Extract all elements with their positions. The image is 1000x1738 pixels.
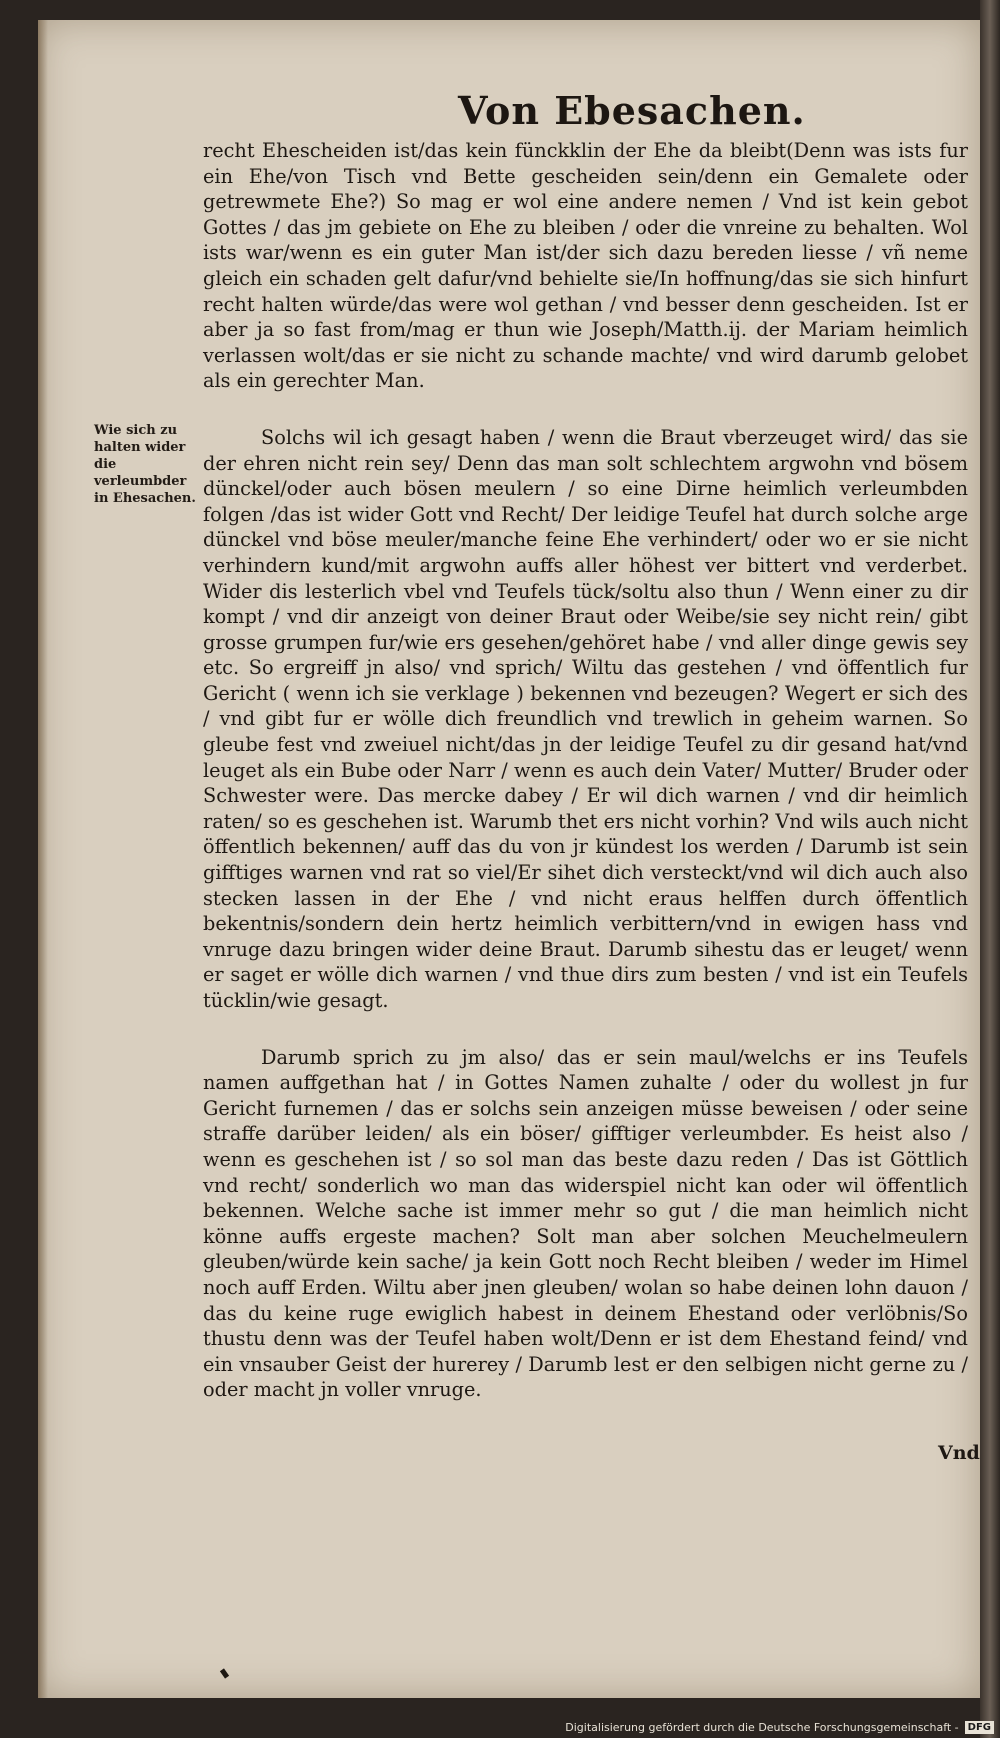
paragraph-1: recht Ehescheiden ist/das kein fünckklin der Ehe da bleibt(Denn was ists fur ein Ehe/von Tisch vnd Bette gescheiden sein/denn ein Gemalete oder getrewmete Ehe?) So mag er wol eine andere nemen / Vnd ist kein gebot Gottes / das jm gebiete on Ehe zu bleiben / oder die vnreine zu behalten. Wol ists war/wenn es ein guter Man ist/der sich dazu bereden liesse / vñ neme gleich ein schaden gelt dafur/vnd behielte sie/In hoffnung/das sie sich hinfurt recht halten würde/das were wol gethan / vnd besser denn gescheiden. Ist er aber ja so fast from/mag er thun wie Joseph/Matth.ij. der Mariam heimlich verlassen wolt/das er sie nicht zu schande machte/ vnd wird darumb gelobet als ein gerechter Man. — [203, 139, 968, 393]
book-page — [38, 20, 980, 1698]
body-text — [203, 138, 968, 1403]
marginal-note: Wie sich zu halten wider die verleumbder in Ehesachen. — [94, 423, 196, 506]
paragraph-2: Solchs wil ich gesagt haben / wenn die Braut vberzeuget wird/ das sie der ehren nicht rein sey/ Denn das man solt schlechtem argwohn vnd bösem dünckel/oder auch bösen meulern / so eine Dirne heimlich verleumbden folgen /das ist wider Gott vnd Recht/ Der leidige Teufel hat durch solche arge dünckel vnd böse meuler/manche feine Ehe verhindert/ oder wo er sie nicht verhindern kund/mit argwohn auffs aller höhest ver bittert vnd verderbet. Wider dis lesterlich vbel vnd Teufels tück/soltu also thun / Wenn einer zu dir kompt / vnd dir anzeigt von deiner Braut oder Weibe/sie sey nicht rein/ gibt grosse grumpen fur/wie ers gesehen/gehöret habe / vnd aller dinge gewis sey etc. So ergreiff jn also/ vnd sprich/ Wiltu das gestehen / vnd öffentlich fur Gericht ( wenn ich sie verklage ) bekennen vnd bezeugen? Wegert er sich des / vnd gibt fur er wölle dich freundlich vnd trewlich in geheim warnen. So gleube fest vnd zweiuel nicht/das jn der leidige Teufel zu dir gesand hat/vnd leuget als ein Bube oder Narr / wenn es auch dein Vater/ Mutter/ Bruder oder Schwester were. Das mercke dabey / Er wil dich warnen / vnd dir heimlich raten/ so es geschehen ist. Warumb thet ers nicht vorhin? Vnd wils auch nicht öffentlich bekennen/ auff das du von jr kündest los werden / Darumb ist sein gifftiges warnen vnd rat so viel/Er sihet dich versteckt/vnd wil dich auch also stecken lassen in der Ehe / vnd nicht eraus helffen durch öffentlich bekentnis/sondern dein hertz heimlich verbittern/vnd in ewigen hass vnd vnruge dazu bringen wider deine Braut. Darumb sihestu das er leuget/ wenn er saget er wölle dich warnen / vnd thue dirs zum besten / vnd ist ein Teufels tücklin/wie gesagt. — [203, 425, 968, 1012]
catchword: Vnd — [938, 1442, 980, 1464]
digitization-footer — [565, 1721, 994, 1734]
dfg-logo-icon: DFG — [965, 1721, 994, 1734]
book-spine — [980, 0, 1000, 1738]
ink-speck — [220, 1668, 229, 1678]
running-head: Von Ebesachen. — [458, 88, 806, 133]
footer-text: Digitalisierung gefördert durch die Deutsche Forschungsgemeinschaft - — [565, 1721, 959, 1734]
page-edge-shadow — [38, 20, 48, 1698]
paragraph-3: Darumb sprich zu jm also/ das er sein maul/welchs er ins Teufels namen auffgethan hat / in Gottes Namen zuhalte / oder du wollest jn fur Gericht furnemen / das er solchs sein anzeigen müsse beweisen / oder seine straffe darüber leiden/ als ein böser/ gifftiger verleumbder. Es heist also / wenn es geschehen ist / so sol man das beste dazu reden / Das ist Göttlich vnd recht/ sonderlich wo man das widerspiel nicht kan oder wil öffentlich bekennen. Welche sache ist immer mehr so gut / die man heimlich nicht könne auffs ergeste machen? Solt man aber solchen Meuchelmeulern gleuben/würde kein sache/ ja kein Gott noch Recht bleiben / weder im Himel noch auff Erden. Wiltu aber jnen gleuben/ wolan so habe deinen lohn dauon / das du keine ruge ewiglich habest in deinem Ehestand oder verlöbnis/So thustu denn was der Teufel haben wolt/Denn er ist dem Ehestand feind/ vnd ein vnsauber Geist der hurerey / Darumb lest er den selbigen nicht gerne zu / oder macht jn voller vnruge. — [203, 1045, 968, 1402]
